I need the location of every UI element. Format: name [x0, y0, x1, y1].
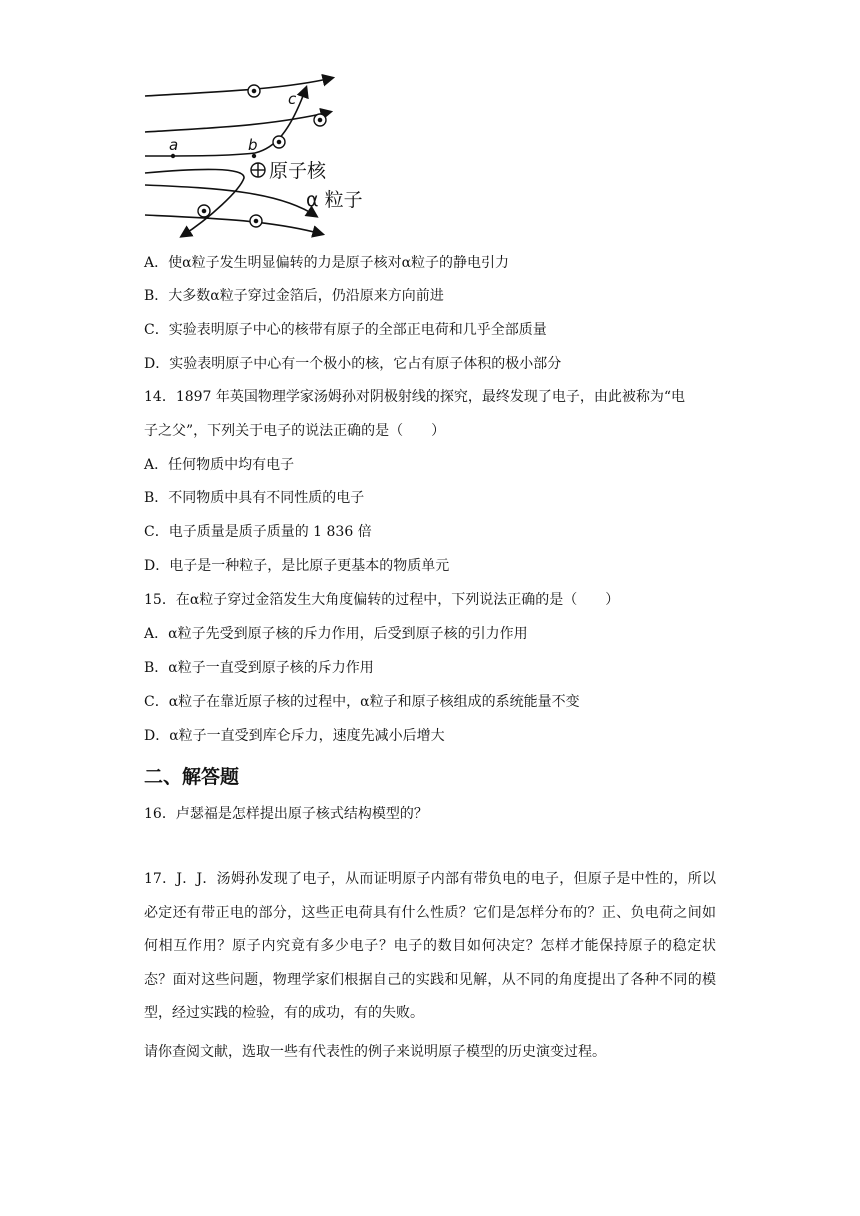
- alpha-scattering-figure: [140, 70, 380, 245]
- q17-paragraph: 17．J．J．汤姆孙发现了电子，从而证明原子内部有带负电的电子，但原子是中性的，所以必定还有带正电的部分，这些正电荷具有什么性质？它们是怎样分布的？正、负电荷之间如何相互作用？原子内究竟有多少电子？电子的数目如何决定？怎样才能保持原子的稳定状态？面对这些问题，物理学家们根据自己的实践和见解，从不同的角度提出了各种不同的模型，经过实践的检验，有的成功，有的失败。: [144, 871, 716, 1021]
- q13-option-c: C．实验表明原子中心的核带有原子的全部正电荷和几乎全部质量: [144, 322, 547, 338]
- label-c: c: [288, 90, 297, 108]
- q16-question: 16．卢瑟福是怎样提出原子核式结构模型的？: [144, 806, 428, 822]
- q14-option-b: B．不同物质中具有不同性质的电子: [144, 490, 365, 506]
- section-heading: 二、解答题: [144, 766, 240, 788]
- alpha-particle-label: α 粒子: [306, 189, 363, 211]
- trajectory-bottom: [145, 215, 322, 234]
- point-b-icon: [252, 154, 256, 158]
- q14-option-a: A．任何物质中均有电子: [144, 457, 295, 473]
- q13-option-b: B．大多数α粒子穿过金箔后，仍沿原来方向前进: [144, 288, 444, 304]
- label-a: a: [169, 136, 179, 154]
- q14-option-c: C．电子质量是质子质量的 1 836 倍: [144, 524, 372, 540]
- trajectory-backscatter: [145, 169, 244, 236]
- label-b: b: [248, 136, 258, 154]
- nucleus-icon: [251, 163, 265, 177]
- q15-option-b: B．α粒子一直受到原子核的斥力作用: [144, 660, 374, 676]
- q13-option-d: D．实验表明原子中心有一个极小的核，它占有原子体积的极小部分: [144, 356, 562, 372]
- q17-request: 请你查阅文献，选取一些有代表性的例子来说明原子模型的历史演变过程。: [144, 1044, 606, 1060]
- q15-option-c: C．α粒子在靠近原子核的过程中，α粒子和原子核组成的系统能量不变: [144, 694, 580, 710]
- q14-stem-line2: 子之父”，下列关于电子的说法正确的是（ ）: [144, 423, 446, 439]
- q14-stem-line1: 14．1897 年英国物理学家汤姆孙对阴极射线的探究，最终发现了电子，由此被称为“电: [144, 389, 686, 405]
- q15-option-a: A．α粒子先受到原子核的斥力作用，后受到原子核的引力作用: [144, 626, 528, 642]
- point-a-icon: [171, 154, 175, 158]
- q15-option-d: D．α粒子一直受到库仑斥力，速度先减小后增大: [144, 728, 445, 744]
- trajectory-second: [145, 112, 330, 132]
- q14-option-d: D．电子是一种粒子，是比原子更基本的物质单元: [144, 558, 450, 574]
- q13-option-a: A．使α粒子发生明显偏转的力是原子核对α粒子的静电引力: [144, 255, 510, 271]
- nucleus-label: 原子核: [269, 160, 327, 182]
- trajectory-lower: [145, 185, 316, 216]
- q15-stem: 15．在α粒子穿过金箔发生大角度偏转的过程中，下列说法正确的是（ ）: [144, 592, 620, 608]
